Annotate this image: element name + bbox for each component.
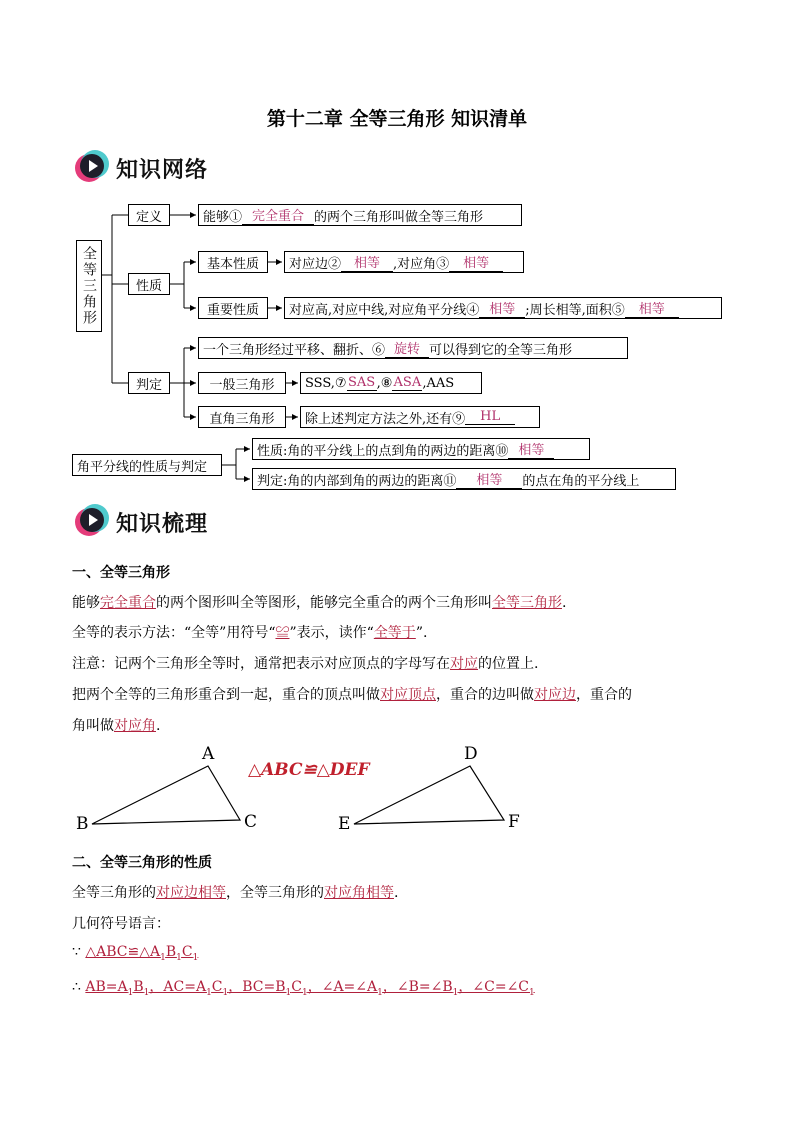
general-triangle-node: 一般三角形 [198, 372, 286, 394]
vertex-label-b: B [76, 814, 89, 834]
general-triangle-content: SSS,⑦ SAS ,⑧ ASA ,AAS [300, 372, 482, 394]
answer-blank: SAS [347, 375, 376, 390]
answer-blank: 相等 [449, 252, 503, 272]
answer-blank: 相等 [508, 439, 554, 459]
vertex-label-d: D [464, 744, 478, 764]
right-triangle-node: 直角三角形 [198, 406, 286, 428]
answer-blank: 完全重合 [242, 205, 314, 225]
triangle-def [354, 766, 504, 824]
part1-heading: 一、全等三角形 [72, 565, 170, 581]
answer-blank: HL [465, 409, 515, 425]
part1-line2: 全等的表示方法：“全等”用符号“≌”表示，读作“全等于”. [72, 625, 428, 641]
vertex-label-f: F [508, 812, 520, 832]
part2-line1: 全等三角形的对应边相等，全等三角形的对应角相等. [72, 885, 399, 901]
section-title: 知识梳理 [116, 511, 209, 537]
part1-line4: 把两个全等的三角形重合到一起，重合的顶点叫做对应顶点，重合的边叫做对应边，重合的 [72, 687, 632, 703]
bisector-node: 角平分线的性质与判定 [72, 454, 222, 476]
answer-blank: 相等 [456, 469, 522, 489]
because-line: ∵ $\triangle ABC≌\triangle A_1B_1C_1$ [72, 944, 199, 963]
vertex-label-e: E [338, 814, 351, 834]
answer-blank: 相等 [625, 298, 679, 318]
answer-blank: 旋转 [385, 338, 429, 358]
answer-blank: 相等 [479, 298, 525, 318]
answer-blank: 相等 [341, 252, 393, 272]
definition-node: 定义 [128, 204, 170, 226]
important-property-content: 对应高,对应中线,对应角平分线④ 相等 ;周长相等,面积⑤ 相等 [284, 297, 722, 319]
section-title: 知识网络 [116, 157, 209, 183]
definition-content: 能够① 完全重合 的两个三角形叫做全等三角形 [198, 204, 522, 226]
important-property-node: 重要性质 [198, 297, 268, 319]
basic-property-node: 基本性质 [198, 251, 268, 273]
part1-line3: 注意：记两个三角形全等时，通常把表示对应顶点的字母写在对应的位置上. [72, 656, 539, 672]
part2-heading: 二、全等三角形的性质 [72, 855, 212, 871]
right-triangle-content: 除上述判定方法之外,还有⑨ HL [300, 406, 540, 428]
answer-blank: ASA [393, 375, 422, 390]
therefore-line: ∴ $AB=A_1B_1$，$AC=A_1C_1$，$BC=B_1C_1$，$\angle A=\angle A_1$，$\angle B=\angle B_1$，$\angle C=\angle C_1$ [72, 979, 535, 998]
part1-line1: 能够完全重合的两个图形叫全等图形，能够完全重合的两个三角形叫全等三角形. [72, 595, 567, 611]
congruence-caption: △ABC≌△DEF [248, 760, 370, 780]
bisector-judgment-content: 判定:角的内部到角的两边的距离⑪ 相等 的点在角的平分线上 [252, 468, 676, 490]
root-node: 全等三角形 [76, 240, 102, 332]
page-title: 第十二章 全等三角形 知识清单 [266, 108, 528, 130]
part1-line5: 角叫做对应角. [72, 718, 161, 734]
triangle-abc [92, 766, 240, 824]
vertex-label-c: C [244, 812, 258, 832]
bisector-property-content: 性质:角的平分线上的点到角的两边的距离⑩ 相等 [252, 438, 590, 460]
judgment-node: 判定 [128, 372, 170, 394]
property-node: 性质 [128, 273, 170, 295]
transformation-content: 一个三角形经过平移、翻折、⑥ 旋转 可以得到它的全等三角形 [198, 337, 628, 359]
part2-line2: 几何符号语言： [72, 916, 170, 932]
basic-property-content: 对应边② 相等 ,对应角③ 相等 [284, 251, 524, 273]
vertex-label-a: A [202, 744, 215, 764]
